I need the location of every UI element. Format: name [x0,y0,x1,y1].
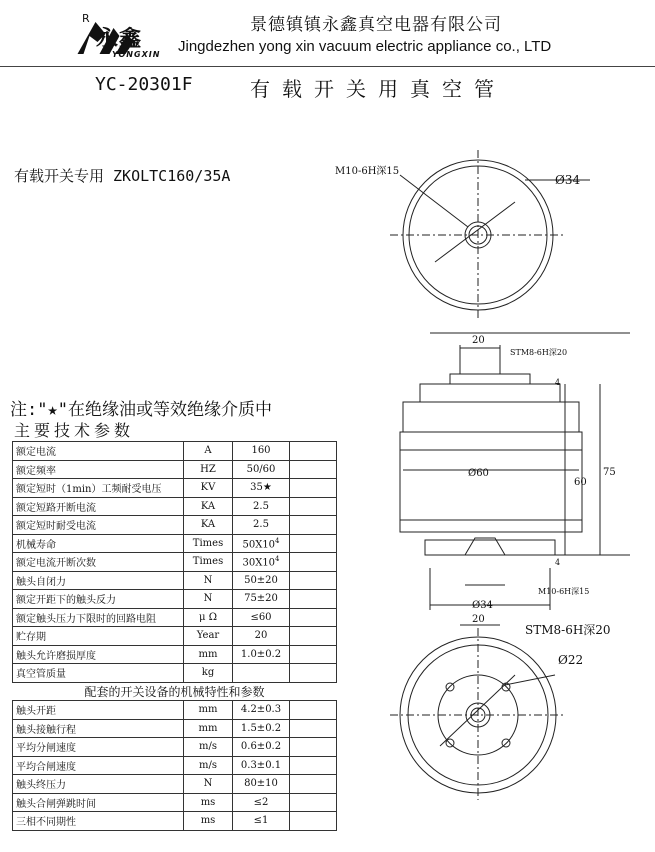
spec-row [13,627,337,646]
spec-row [13,738,337,757]
spec-name: 真空管质量 [13,664,184,683]
spec-unit: mm [184,719,233,738]
registered-mark: R [82,12,90,25]
spec-unit: mm [184,701,233,720]
spec-name: 额定短时耐受电流 [13,516,184,535]
spec-value: 50/60 [233,460,290,479]
spec-name: 平均分闸速度 [13,738,184,757]
spec-row [13,442,337,461]
spec-value: 50±20 [233,571,290,590]
spec-unit: N [184,775,233,794]
technical-drawing [300,150,650,850]
spec-row [13,497,337,516]
spec-value: 1.0±0.2 [233,645,290,664]
side-bottom-thread-label: M10-6H深15 [538,587,590,596]
spec-name: 三相不同期性 [13,812,184,831]
spec-value: ≤60 [233,608,290,627]
spec-name: 额定电流开断次数 [13,553,184,572]
spec-name: 额定频率 [13,460,184,479]
spec-name: 触头终压力 [13,775,184,794]
spec-row [13,516,337,535]
spec-unit: μ Ω [184,608,233,627]
spec-name: 额定触头压力下限时的回路电阻 [13,608,184,627]
side-h60-label: 60 [574,477,587,488]
spec-name: 贮存期 [13,627,184,646]
spec-value: 160 [233,442,290,461]
bottom-stm-label: STM8-6H深20 [525,623,611,637]
spec-unit: Year [184,627,233,646]
spec-name: 触头允许磨损厚度 [13,645,184,664]
spec-value: ≤2 [233,793,290,812]
spec-row [13,793,337,812]
logo-subtext: YONGXIN [112,50,161,59]
bottom-dim-label: 20 [472,614,485,625]
spec-row [13,701,337,720]
spec-unit: kg [184,664,233,683]
spec-value: 0.3±0.1 [233,756,290,775]
spec-name: 平均合闸速度 [13,756,184,775]
side-bottom-dia-label: Ø34 [472,600,493,611]
top-diameter-label: Ø34 [555,173,581,187]
side-bottom-small-label: 4 [555,558,561,567]
side-view [400,333,630,610]
spec-unit: m/s [184,738,233,757]
header-divider [0,66,655,67]
spec-row [13,664,337,683]
spec-value: 75±20 [233,590,290,609]
spec-row [13,571,337,590]
mech-section-title: 配套的开关设备的机械特性和参数 [13,682,337,701]
spec-unit: HZ [184,460,233,479]
spec-unit: Times [184,553,233,572]
model-number: YC-20301F [95,74,193,95]
spec-name: 触头开距 [13,701,184,720]
product-title: 有载开关用真空管 [250,77,506,101]
logo-text: 永鑫 [96,27,143,52]
spec-name: 额定短时（1min）工频耐受电压 [13,479,184,498]
spec-unit: Times [184,534,233,553]
spec-row [13,608,337,627]
spec-unit: N [184,590,233,609]
spec-value: 80±10 [233,775,290,794]
spec-value: $50X10^4$ [233,534,290,553]
insulation-note: 注:"★"在绝缘油或等效绝缘介质中 [10,400,272,420]
spec-value: 35★ [233,479,290,498]
spec-value: 20 [233,627,290,646]
spec-name: 触头合闸弹跳时间 [13,793,184,812]
spec-unit: ms [184,812,233,831]
spec-name: 额定电流 [13,442,184,461]
spec-unit: m/s [184,756,233,775]
bottom-diameter-label: Ø22 [558,653,584,667]
spec-value: $30X10^4$ [233,553,290,572]
spec-row [13,479,337,498]
spec-unit: N [184,571,233,590]
side-small-dim-label: 4 [555,378,561,387]
spec-row [13,775,337,794]
spec-unit: ms [184,793,233,812]
spec-row [13,460,337,479]
bottom-view [390,625,566,800]
top-thread-label: M10-6H深15 [335,166,400,177]
side-body-dia-label: Ø60 [468,468,489,479]
spec-row [13,756,337,775]
spec-value: ≤1 [233,812,290,831]
spec-value: 2.5 [233,497,290,516]
spec-unit: KA [184,497,233,516]
spec-row [13,534,337,553]
spec-name: 机械寿命 [13,534,184,553]
spec-row [13,719,337,738]
spec-value: 0.6±0.2 [233,738,290,757]
mech-section-row [13,682,337,701]
side-h75-label: 75 [603,467,616,478]
spec-name: 触头自闭力 [13,571,184,590]
spec-row [13,590,337,609]
spec-name: 额定开距下的触头反力 [13,590,184,609]
spec-unit: KA [184,516,233,535]
spec-unit: KV [184,479,233,498]
company-name-cn: 景德镇镇永鑫真空电器有限公司 [250,15,502,35]
side-top-dim-label: 20 [472,335,485,346]
spec-value: 2.5 [233,516,290,535]
usage-text: 有载开关专用 ZKOLTC160/35A [14,167,231,185]
spec-row [13,645,337,664]
spec-name: 触头接触行程 [13,719,184,738]
spec-value: 1.5±0.2 [233,719,290,738]
spec-value [233,664,290,683]
spec-row [13,553,337,572]
spec-unit: A [184,442,233,461]
spec-value: 4.2±0.3 [233,701,290,720]
spec-unit: mm [184,645,233,664]
spec-title: 主要技术参数 [14,421,135,440]
company-name-en: Jingdezhen yong xin vacuum electric appliance co., LTD [178,38,552,55]
side-stm-label: STM8-6H深20 [510,348,568,357]
spec-name: 额定短路开断电流 [13,497,184,516]
spec-table [12,441,337,831]
spec-row [13,812,337,831]
